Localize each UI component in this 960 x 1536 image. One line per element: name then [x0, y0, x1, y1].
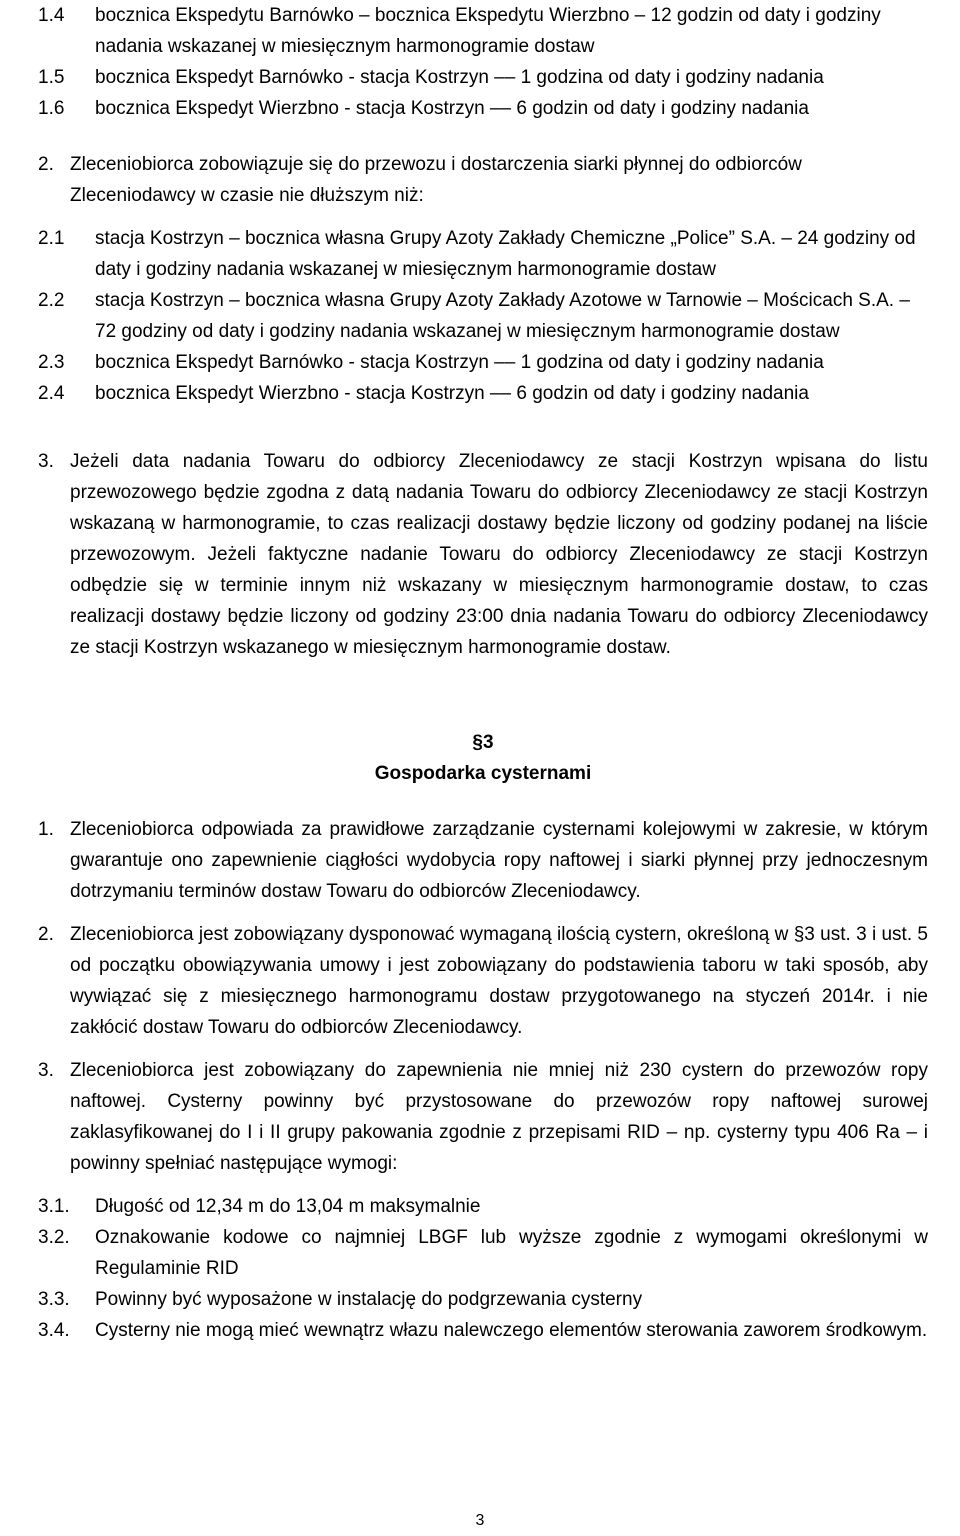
item-text: stacja Kostrzyn – bocznica własna Grupy Azoty Zakłady Azotowe w Tarnowie – Mościcach S.A. – 72 godziny od daty i godziny nadania wskazanej w miesięcznym harmonogramie dostaw: [95, 290, 910, 342]
section-point-2: [38, 919, 928, 1043]
document-page: [38, 0, 928, 1346]
item-2-2: [38, 285, 928, 347]
subitem-3-2: [38, 1222, 928, 1284]
point-number: 3.: [38, 1060, 54, 1081]
item-number: 2.3: [38, 352, 65, 373]
item-2-1: [38, 223, 928, 285]
subitem-3-4: [38, 1315, 928, 1346]
point-number: 1.: [38, 819, 54, 840]
item-text: stacja Kostrzyn – bocznica własna Grupy Azoty Zakłady Chemiczne „Police” S.A. – 24 godziny od daty i godziny nadania wskazanej w miesięcznym harmonogramie dostaw: [95, 228, 916, 280]
point-text: Zleceniobiorca odpowiada za prawidłowe zarządzanie cysternami kolejowymi w zakresie, w którym gwarantuje ono zapewnienie ciągłości wydobycia ropy naftowej i siarki płynnej przy jednoczesnym dotrzymaniu terminów dostaw Towaru do odbiorców Zleceniodawcy.: [70, 819, 928, 902]
item-1-6: [38, 93, 928, 124]
section-point-3: [38, 1055, 928, 1179]
point-number: 2.: [38, 924, 54, 945]
subitem-3-1: [38, 1191, 928, 1222]
point-3: [38, 446, 928, 663]
point-text: Jeżeli data nadania Towaru do odbiorcy Zleceniodawcy ze stacji Kostrzyn wpisana do listu przewozowego będzie zgodna z datą nadania Towaru do odbiorcy Zleceniodawcy ze stacji Kostrzyn wskazaną w harmonogramie, to czas realizacji dostawy będzie liczony od godziny podanej na liście przewozowym. Jeżeli faktyczne nadanie Towaru do odbiorcy Zleceniodawcy ze stacji Kostrzyn odbędzie się w terminie innym niż wskazany w miesięcznym harmonogramie dostaw, to czas realizacji dostawy będzie liczony od godziny 23:00 dnia nadania Towaru do odbiorcy Zleceniodawcy ze stacji Kostrzyn wskazanego w miesięcznym harmonogramie dostaw.: [70, 451, 928, 658]
point-text: Zleceniobiorca zobowiązuje się do przewozu i dostarczenia siarki płynnej do odbiorców Zleceniodawcy w czasie nie dłuższym niż:: [70, 154, 802, 206]
point-text: Zleceniobiorca jest zobowiązany dysponować wymaganą ilością cystern, określoną w §3 ust. 3 i ust. 5 od początku obowiązywania umowy i jest zobowiązany do podstawienia taboru w taki sposób, aby wywiązać się z miesięcznego harmonogramu dostaw przygotowanego na styczeń 2014r. i nie zakłócić dostaw Towaru do odbiorców Zleceniodawcy.: [70, 924, 928, 1038]
point-number: 2.: [38, 154, 54, 175]
point-2: [38, 149, 928, 211]
subitem-text: Powinny być wyposażone w instalację do podgrzewania cysterny: [95, 1289, 643, 1310]
subitem-text: Oznakowanie kodowe co najmniej LBGF lub wyższe zgodnie z wymogami określonymi w Regulaminie RID: [95, 1227, 928, 1279]
item-number: 1.4: [38, 5, 65, 26]
subitem-3-3: [38, 1284, 928, 1315]
item-2-4: [38, 378, 928, 409]
item-1-5: [38, 62, 928, 93]
item-1-4: [38, 0, 928, 62]
item-number: 2.2: [38, 290, 65, 311]
item-number: 1.6: [38, 98, 65, 119]
section-point-1: [38, 814, 928, 907]
item-text: bocznica Ekspedyt Wierzbno - stacja Kostrzyn –– 6 godzin od daty i godziny nadania: [95, 383, 809, 404]
section-number: §3: [472, 732, 494, 753]
point-text: Zleceniobiorca jest zobowiązany do zapewnienia nie mniej niż 230 cystern do przewozów ropy naftowej. Cysterny powinny być przystosowane do przewozów ropy naftowej surowej zaklasyfikowanej do I i II grupy pakowania zgodnie z przepisami RID – np. cysterny typu 406 Ra – i powinny spełniać następujące wymogi:: [70, 1060, 928, 1174]
item-number: 2.4: [38, 383, 65, 404]
subitem-number: 3.4.: [38, 1320, 70, 1341]
item-number: 2.1: [38, 228, 65, 249]
subitem-number: 3.2.: [38, 1227, 70, 1248]
section-title: Gospodarka cysternami: [374, 763, 592, 784]
subitem-number: 3.1.: [38, 1196, 70, 1217]
item-2-3: [38, 347, 928, 378]
point-number: 3.: [38, 451, 54, 472]
subitem-text: Długość od 12,34 m do 13,04 m maksymalnie: [95, 1196, 481, 1217]
subitem-number: 3.3.: [38, 1289, 70, 1310]
item-text: bocznica Ekspedyt Barnówko - stacja Kostrzyn –– 1 godzina od daty i godziny nadania: [95, 352, 824, 373]
item-text: bocznica Ekspedyt Barnówko - stacja Kostrzyn –– 1 godzina od daty i godziny nadania: [95, 67, 824, 88]
item-text: bocznica Ekspedytu Barnówko – bocznica Ekspedytu Wierzbno – 12 godzin od daty i godziny nadania wskazanej w miesięcznym harmonogramie dostaw: [95, 5, 881, 57]
subitem-text: Cysterny nie mogą mieć wewnątrz włazu nalewczego elementów sterowania zaworem środkowym.: [95, 1320, 928, 1341]
page-number: 3: [475, 1512, 485, 1529]
item-text: bocznica Ekspedyt Wierzbno - stacja Kostrzyn –– 6 godzin od daty i godziny nadania: [95, 98, 809, 119]
item-number: 1.5: [38, 67, 65, 88]
